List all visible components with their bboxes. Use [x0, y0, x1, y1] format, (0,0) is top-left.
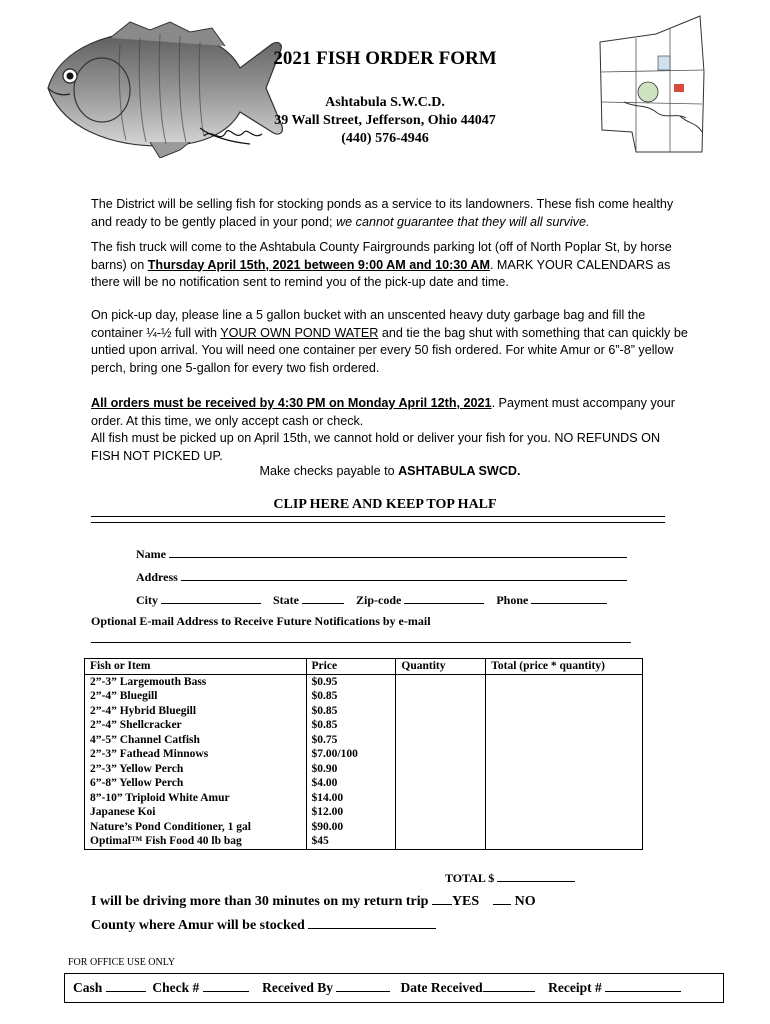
table-row: 6”-8” Yellow Perch $4.00: [85, 776, 643, 791]
quantity-cell[interactable]: [396, 718, 486, 733]
total-cell[interactable]: [486, 747, 643, 762]
total-cell[interactable]: [486, 776, 643, 791]
quantity-cell[interactable]: [396, 674, 486, 689]
name-field[interactable]: Name: [136, 546, 627, 562]
total-cell[interactable]: [486, 805, 643, 820]
total-cell[interactable]: [486, 820, 643, 835]
office-use-box: Cash Check # Received By Date Received Receipt #: [64, 973, 724, 1003]
quantity-cell[interactable]: [396, 834, 486, 849]
table-row: 2”-3” Fathead Minnows $7.00/100: [85, 747, 643, 762]
org-name: Ashtabula S.W.C.D.: [325, 95, 445, 110]
quantity-cell[interactable]: [396, 733, 486, 748]
col-header-total: Total (price * quantity): [486, 659, 643, 675]
quantity-cell[interactable]: [396, 776, 486, 791]
quantity-cell[interactable]: [396, 689, 486, 704]
checks-payable-line: Make checks payable to ASHTABULA SWCD.: [259, 464, 521, 478]
col-header-item: Fish or Item: [85, 659, 307, 675]
table-row: Japanese Koi $12.00: [85, 805, 643, 820]
table-row: 4”-5” Channel Catfish $0.75: [85, 733, 643, 748]
order-table: [84, 658, 643, 850]
table-row: Nature’s Pond Conditioner, 1 gal $90.00: [85, 820, 643, 835]
intro-paragraph-2: The fish truck will come to the Ashtabula County Fairgrounds parking lot (off of North Poplar St, by horse barns) on Thursday April 15th, 2021 between 9:00 AM and 10:30 AM. MARK YOUR CALENDARS as there will be no notification sent to remind you of the pick-up date and time.: [91, 240, 672, 289]
table-row: 8”-10” Triploid White Amur $14.00: [85, 791, 643, 806]
total-cell[interactable]: [486, 762, 643, 777]
total-cell[interactable]: [486, 733, 643, 748]
table-row: 2”-4” Shellcracker $0.85: [85, 718, 643, 733]
grand-total-field[interactable]: TOTAL $: [445, 870, 575, 886]
quantity-cell[interactable]: [396, 791, 486, 806]
quantity-cell[interactable]: [396, 805, 486, 820]
address-field[interactable]: Address: [136, 569, 627, 585]
intro-paragraph-3: On pick-up day, please line a 5 gallon bucket with an unscented heavy duty garbage bag and fill the container ¼-½ full with YOUR OWN POND WATER and tie the bag shut with something that can quickly be untied upon arrival. You will need one container per every 50 fish ordered. For white Amur or 6”-8” yellow perch, bring one 5-gallon for every two fish ordered.: [91, 308, 688, 375]
quantity-cell[interactable]: [396, 762, 486, 777]
total-cell[interactable]: [486, 674, 643, 689]
intro-paragraph-1: The District will be selling fish for stocking ponds as a service to its landowners. These fish come healthy and ready to be gently placed in your pond; we cannot guarantee that they will all survive.: [91, 197, 674, 229]
office-use-label: FOR OFFICE USE ONLY: [68, 957, 176, 968]
email-field[interactable]: [91, 642, 631, 643]
form-title: 2021 FISH ORDER FORM: [273, 48, 497, 69]
total-cell[interactable]: [486, 718, 643, 733]
county-field[interactable]: County where Amur will be stocked: [91, 917, 436, 934]
org-address: 39 Wall Street, Jefferson, Ohio 44047: [274, 113, 496, 128]
total-cell[interactable]: [486, 704, 643, 719]
driving-question[interactable]: I will be driving more than 30 minutes on my return trip YES NO: [91, 894, 536, 909]
total-cell[interactable]: [486, 791, 643, 806]
total-cell[interactable]: [486, 689, 643, 704]
table-row: 2”-3” Largemouth Bass $0.95: [85, 674, 643, 689]
table-row: 2”-3” Yellow Perch $0.90: [85, 762, 643, 777]
table-row: 2”-4” Hybrid Bluegill $0.85: [85, 704, 643, 719]
org-phone: (440) 576-4946: [341, 131, 429, 146]
clip-here-label: CLIP HERE AND KEEP TOP HALF: [273, 497, 497, 512]
total-cell[interactable]: [486, 834, 643, 849]
ohio-county-map-icon: [596, 12, 708, 162]
quantity-cell[interactable]: [396, 820, 486, 835]
col-header-quantity: Quantity: [396, 659, 486, 675]
intro-paragraph-4: All orders must be received by 4:30 PM on Monday April 12th, 2021. Payment must accompany your order. At this time, we only accept cash or check.: [91, 396, 675, 428]
table-row: Optimal™ Fish Food 40 lb bag $45: [85, 834, 643, 849]
col-header-price: Price: [306, 659, 396, 675]
clip-divider: [91, 516, 665, 523]
quantity-cell[interactable]: [396, 747, 486, 762]
intro-paragraph-5: All fish must be picked up on April 15th, we cannot hold or deliver your fish for you. NO REFUNDS ON FISH NOT PICKED UP.: [91, 431, 661, 463]
quantity-cell[interactable]: [396, 704, 486, 719]
email-label: Optional E-mail Address to Receive Future Notifications by e-mail: [91, 614, 431, 628]
city-state-zip-phone-fields[interactable]: City State Zip-code Phone: [136, 592, 607, 608]
table-row: 2”-4” Bluegill $0.85: [85, 689, 643, 704]
